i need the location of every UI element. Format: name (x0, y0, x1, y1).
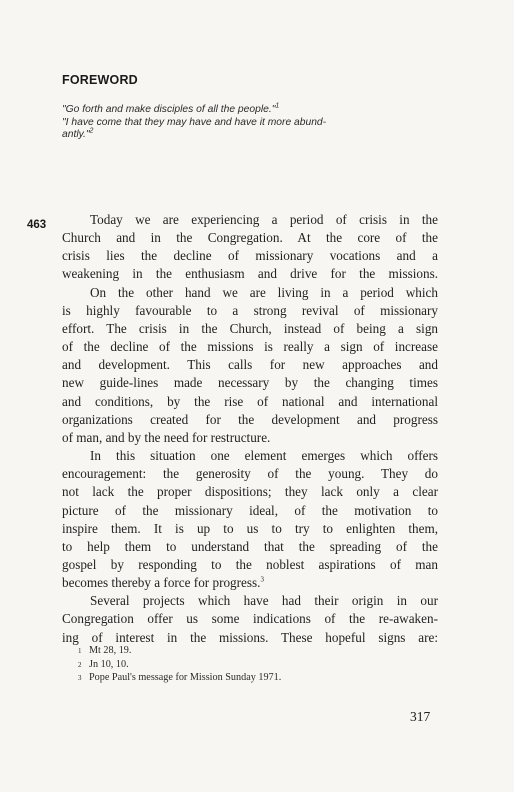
footnote-mark: 1 (78, 647, 82, 655)
epigraph (62, 104, 448, 142)
margin-paragraph-number: 463 (27, 219, 47, 231)
text-line: Congregation offer us some indications of the re-awaken- (62, 611, 438, 627)
text-line: is highly favourable to a strong revival of missionary (62, 302, 438, 318)
text-line: picture of the missionary ideal, of the motivation to (62, 502, 438, 518)
text-line: weakening in the enthusiasm and drive for the missions. (62, 266, 438, 282)
text-line: organizations created for the development and progress (62, 411, 438, 427)
epigraph-line: "I have come that they may have and have it more abund- (62, 116, 327, 128)
text-line: and conditions, by the rise of national and international (62, 393, 438, 409)
text-line: and development. This calls for new approaches and (62, 357, 438, 373)
text-line: not lack the proper dispositions; they lack only a clear (62, 484, 438, 500)
page-number: 317 (410, 709, 431, 724)
epigraph-line: "Go forth and make disciples of all the people."$^1$ (62, 102, 280, 115)
text-line: new guide-lines made necessary by the changing times (62, 375, 438, 391)
text-line: effort. The crisis in the Church, instead of being a sign (62, 320, 438, 336)
text-line: Today we are experiencing a period of crisis in the (90, 212, 438, 227)
text-line: of man, and by the need for restructure. (62, 429, 271, 445)
text-line: to help them to understand that the spreading of the (62, 538, 438, 554)
footnotes (78, 644, 281, 685)
text-line: Several projects which have had their origin in our (90, 593, 438, 609)
footnote-ref: 3 (260, 575, 264, 584)
text-line: encouragement: the generosity of the young. They do (62, 466, 438, 482)
text-line: becomes thereby a force for progress.$^3$ (62, 575, 264, 591)
text-line: of the decline of the missions is really a sign of increase (62, 339, 438, 355)
footnote-mark: 2 (78, 660, 82, 669)
footnote-mark: 3 (78, 674, 82, 683)
body-text (62, 211, 438, 647)
text-line: In this situation one element emerges which offers (90, 448, 438, 464)
text-line: gospel by responding to the noblest aspirations of man (62, 556, 438, 572)
text-line: crisis lies the decline of missionary vocations and a (62, 248, 438, 264)
epigraph-line: antly."$^2$ (62, 127, 94, 141)
text-line: inspire them. It is up to us to try to enlighten them, (62, 520, 438, 536)
footnote-ref: 1 (275, 102, 280, 110)
text-line: Church and in the Congregation. At the core of the (62, 230, 438, 246)
footnote: 2 Jn 10, 10. (78, 658, 281, 672)
section-heading: FOREWORD (62, 73, 138, 87)
text-line: On the other hand we are living in a period which (90, 284, 438, 300)
footnote: 3 Pope Paul's message for Mission Sunday 1971. (78, 671, 281, 685)
footnote-ref: 2 (89, 127, 94, 135)
text-line: ing of interest in the missions. These hopeful signs are: (62, 629, 438, 645)
footnote: 1 Mt 28, 19. (78, 644, 281, 658)
